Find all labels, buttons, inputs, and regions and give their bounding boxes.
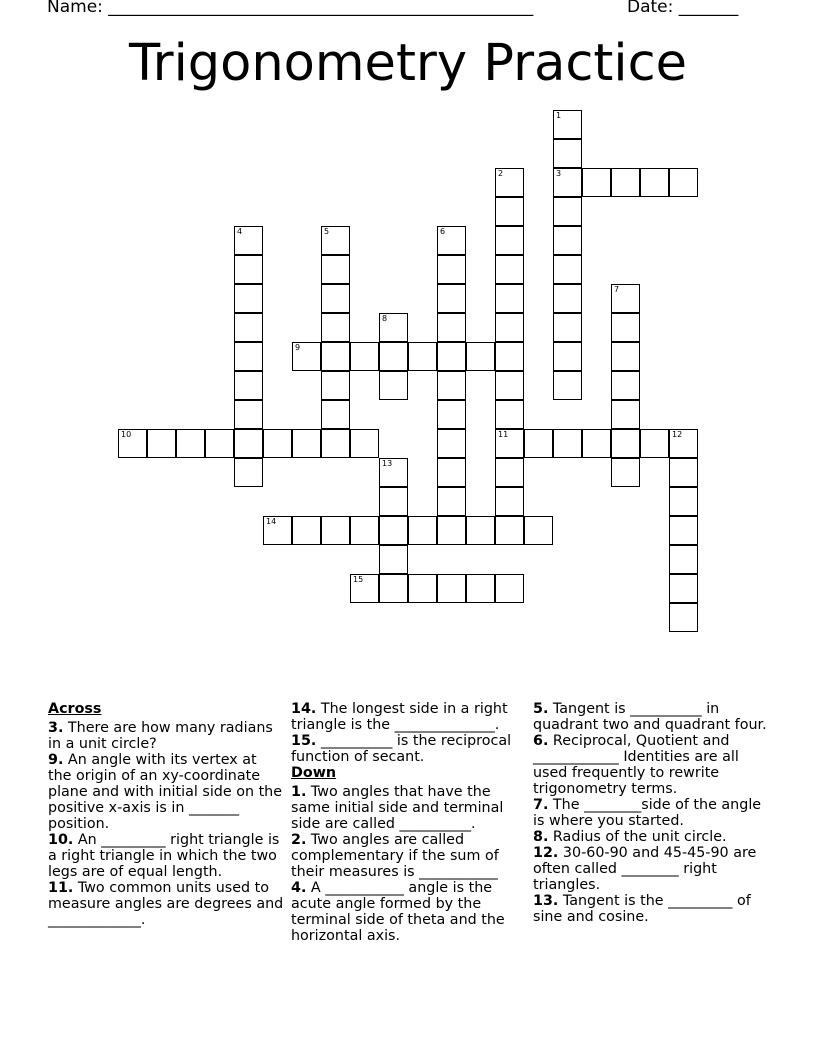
- clue-across-10: 10. An _________ right triangle is a right triangle in which the two legs are of equal length.: [48, 832, 280, 880]
- grid-cell[interactable]: [582, 429, 611, 458]
- grid-cell[interactable]: [408, 574, 437, 603]
- grid-cell[interactable]: [611, 400, 640, 429]
- grid-cell[interactable]: [350, 429, 379, 458]
- grid-cell[interactable]: [234, 429, 263, 458]
- grid-cell[interactable]: [234, 284, 263, 313]
- grid-cell[interactable]: [437, 226, 466, 255]
- clue-number: 4: [237, 227, 243, 236]
- grid-cell[interactable]: [379, 458, 408, 487]
- grid-cell[interactable]: [553, 255, 582, 284]
- clue-down-8: 8. Radius of the unit circle.: [533, 829, 727, 845]
- grid-cell[interactable]: [553, 342, 582, 371]
- grid-cell[interactable]: [118, 429, 147, 458]
- clue-number: 9: [295, 343, 301, 352]
- grid-cell[interactable]: [553, 429, 582, 458]
- clue-number: 1: [556, 111, 562, 120]
- grid-cell[interactable]: [234, 313, 263, 342]
- grid-cell[interactable]: [234, 400, 263, 429]
- clues-column-2: [291, 701, 527, 944]
- clue-number: 15: [353, 575, 364, 584]
- clue-number: 6: [440, 227, 446, 236]
- grid-cell[interactable]: [379, 545, 408, 574]
- clue-across-3: 3. There are how many radians in a unit circle?: [48, 720, 273, 752]
- grid-cell[interactable]: [234, 226, 263, 255]
- clue-down-13: 13. Tangent is the _________ of sine and cosine.: [533, 893, 751, 925]
- clue-across-14: 14. The longest side in a right triangle is the ______________.: [291, 701, 508, 733]
- grid-cell[interactable]: [379, 342, 408, 371]
- clue-number: 3: [556, 169, 562, 178]
- clues-column-3: [533, 701, 769, 925]
- grid-cell[interactable]: [495, 487, 524, 516]
- grid-cell[interactable]: [292, 429, 321, 458]
- clue-down-7: 7. The ________side of the angle is where you started.: [533, 797, 762, 829]
- grid-cell[interactable]: [495, 400, 524, 429]
- grid-cell[interactable]: [147, 429, 176, 458]
- grid-cell[interactable]: [321, 313, 350, 342]
- grid-cell[interactable]: [321, 342, 350, 371]
- grid-cell[interactable]: [466, 516, 495, 545]
- clue-down-6: 6. Reciprocal, Quotient and ____________ Identities are all used frequently to rewrite trigonometry terms.: [533, 733, 739, 797]
- across-heading: Across: [48, 701, 102, 717]
- clue-number: 10: [121, 430, 132, 439]
- grid-cell[interactable]: [263, 429, 292, 458]
- page-title: Trigonometry Practice: [128, 34, 687, 93]
- grid-cell[interactable]: [640, 168, 669, 197]
- grid-cell[interactable]: [321, 371, 350, 400]
- clue-number: 5: [324, 227, 330, 236]
- grid-cell[interactable]: [234, 255, 263, 284]
- grid-cell[interactable]: [495, 429, 524, 458]
- grid-cell[interactable]: [495, 197, 524, 226]
- grid-cell[interactable]: [553, 197, 582, 226]
- grid-cell[interactable]: [437, 487, 466, 516]
- grid-cell[interactable]: [553, 110, 582, 139]
- grid-cell[interactable]: [292, 342, 321, 371]
- grid-cell[interactable]: [437, 342, 466, 371]
- grid-cell[interactable]: [611, 371, 640, 400]
- clue-across-11: 11. Two common units used to measure angles are degrees and _____________.: [48, 880, 284, 928]
- clues-column-1: [48, 701, 284, 928]
- grid-cell[interactable]: [234, 458, 263, 487]
- grid-cell[interactable]: [437, 574, 466, 603]
- grid-cell[interactable]: [524, 516, 553, 545]
- grid-cell[interactable]: [495, 313, 524, 342]
- clue-number: 8: [382, 314, 388, 323]
- grid-cell[interactable]: [234, 342, 263, 371]
- date-field: Date: _______: [627, 0, 739, 17]
- grid-cell[interactable]: [205, 429, 234, 458]
- grid-cell[interactable]: [553, 168, 582, 197]
- grid-cell[interactable]: [611, 168, 640, 197]
- grid-cell[interactable]: [640, 429, 669, 458]
- grid-cell[interactable]: [350, 342, 379, 371]
- grid-cell[interactable]: [524, 429, 553, 458]
- grid-cell[interactable]: [408, 516, 437, 545]
- grid-cell[interactable]: [321, 516, 350, 545]
- clue-down-4: 4. A ___________ angle is the acute angle formed by the terminal side of theta and the horizontal axis.: [291, 880, 505, 944]
- grid-cell[interactable]: [669, 168, 698, 197]
- down-heading: Down: [291, 765, 337, 781]
- grid-cell[interactable]: [379, 371, 408, 400]
- grid-cell[interactable]: [466, 574, 495, 603]
- clue-number: 12: [672, 430, 683, 439]
- name-field: Name: __________________________________________________: [47, 0, 534, 17]
- grid-cell[interactable]: [350, 516, 379, 545]
- grid-cell[interactable]: [553, 139, 582, 168]
- grid-cell[interactable]: [321, 255, 350, 284]
- grid-cell[interactable]: [437, 400, 466, 429]
- grid-cell[interactable]: [176, 429, 205, 458]
- clue-number: 14: [266, 517, 277, 526]
- grid-cell[interactable]: [669, 603, 698, 632]
- clue-down-12: 12. 30-60-90 and 45-45-90 are often called ________ right triangles.: [533, 845, 757, 893]
- grid-cell[interactable]: [437, 371, 466, 400]
- grid-cell[interactable]: [263, 516, 292, 545]
- grid-cell[interactable]: [495, 168, 524, 197]
- grid-cell[interactable]: [437, 429, 466, 458]
- grid-cell[interactable]: [553, 313, 582, 342]
- grid-cell[interactable]: [553, 371, 582, 400]
- grid-cell[interactable]: [379, 516, 408, 545]
- grid-cell[interactable]: [495, 516, 524, 545]
- grid-cell[interactable]: [321, 284, 350, 313]
- grid-cell[interactable]: [553, 226, 582, 255]
- grid-cell[interactable]: [669, 458, 698, 487]
- grid-cell[interactable]: [669, 545, 698, 574]
- clue-number: 7: [614, 285, 620, 294]
- grid-cell[interactable]: [669, 429, 698, 458]
- grid-cell[interactable]: [495, 342, 524, 371]
- clue-number: 2: [498, 169, 504, 178]
- clue-down-5: 5. Tangent is __________ in quadrant two and quadrant four.: [533, 701, 767, 733]
- clue-number: 13: [382, 459, 393, 468]
- grid-cell[interactable]: [321, 400, 350, 429]
- grid-cell[interactable]: [292, 516, 321, 545]
- grid-cell[interactable]: [669, 516, 698, 545]
- grid-cell[interactable]: [495, 371, 524, 400]
- grid-cell[interactable]: [437, 313, 466, 342]
- grid-cell[interactable]: [321, 226, 350, 255]
- grid-cell[interactable]: [379, 487, 408, 516]
- grid-cell[interactable]: [611, 429, 640, 458]
- grid-cell[interactable]: [437, 255, 466, 284]
- grid-cell[interactable]: [408, 342, 437, 371]
- grid-cell[interactable]: [495, 458, 524, 487]
- clue-across-9: 9. An angle with its vertex at the origin of an xy-coordinate plane and with initial side on the positive x-axis is in _______ position.: [48, 752, 283, 832]
- grid-cell[interactable]: [611, 313, 640, 342]
- grid-cell[interactable]: [582, 168, 611, 197]
- grid-cell[interactable]: [553, 284, 582, 313]
- grid-cell[interactable]: [495, 226, 524, 255]
- grid-cell[interactable]: [234, 371, 263, 400]
- clue-across-15: 15. __________ is the reciprocal function of secant.: [291, 733, 512, 765]
- grid-cell[interactable]: [321, 429, 350, 458]
- clue-number: 11: [498, 430, 509, 439]
- grid-cell[interactable]: [611, 458, 640, 487]
- grid-cell[interactable]: [669, 574, 698, 603]
- grid-cell[interactable]: [611, 342, 640, 371]
- grid-cell[interactable]: [437, 516, 466, 545]
- grid-cell[interactable]: [437, 284, 466, 313]
- clue-down-2: 2. Two angles are called complementary if the sum of their measures is ___________: [291, 832, 499, 880]
- grid-cell[interactable]: [466, 342, 495, 371]
- grid-cell[interactable]: [437, 458, 466, 487]
- clue-down-1: 1. Two angles that have the same initial side and terminal side are called __________.: [291, 784, 504, 832]
- grid-cell[interactable]: [669, 487, 698, 516]
- grid-cell[interactable]: [495, 255, 524, 284]
- grid-cell[interactable]: [379, 313, 408, 342]
- grid-cell[interactable]: [495, 574, 524, 603]
- grid-cell[interactable]: [350, 574, 379, 603]
- grid-cell[interactable]: [495, 284, 524, 313]
- grid-cell[interactable]: [611, 284, 640, 313]
- grid-cell[interactable]: [379, 574, 408, 603]
